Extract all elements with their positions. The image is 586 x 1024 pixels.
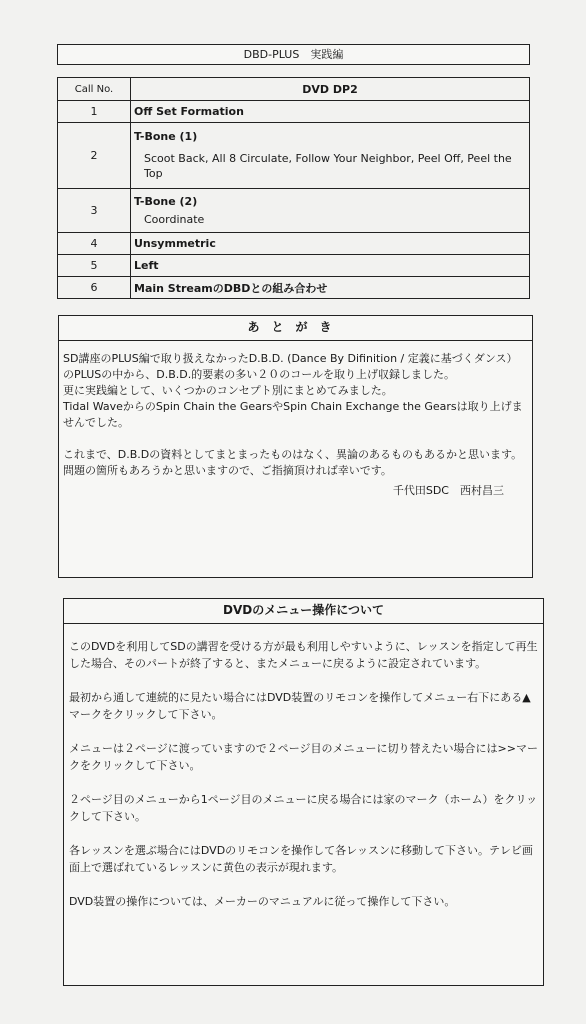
afterword-paragraph: Tidal WaveからのSpin Chain the GearsやSpin Chain Exchange the Gearsは取り上げませんでした。 [63, 400, 523, 429]
call-title: T-Bone (2) [134, 194, 198, 208]
menu-paragraph: 最初から通して連続的に見たい場合にはDVD装置のリモコンを操作してメニュー右下にある▲マークをクリックして下さい。 [69, 691, 531, 721]
call-number: 6 [58, 277, 131, 299]
call-number: 4 [58, 233, 131, 255]
menu-paragraph: DVD装置の操作については、メーカーのマニュアルに従って操作して下さい。 [69, 895, 456, 908]
menu-paragraph: このDVDを利用してSDの講習を受ける方が最も利用しやすいように、レッスンを指定して再生した場合、そのパートが終了すると、またメニューに戻るように設定されています。 [69, 640, 538, 670]
call-subcalls: Scoot Back, All 8 Circulate, Follow Your Neighbor, Peel Off, Peel the Top [144, 152, 512, 180]
menu-instructions-section [63, 598, 544, 986]
table-row [58, 189, 530, 233]
menu-paragraph: 各レッスンを選ぶ場合にはDVDのリモコンを操作して各レッスンに移動して下さい。テレビ画面上で選ばれているレッスンに黄色の表示が現れます。 [69, 844, 533, 874]
table-row [58, 123, 530, 189]
table-row [58, 277, 530, 299]
call-title: Left [134, 259, 159, 272]
table-row [58, 233, 530, 255]
afterword-section [58, 315, 533, 578]
call-subcalls: Coordinate [144, 212, 205, 226]
afterword-paragraph: SD講座のPLUS編で取り扱えなかったD.B.D. (Dance By Difinition / 定義に基づくダンス）のPLUSの中から、D.B.D.的要素の多い２０のコールを取り上げ収録しました。 [63, 352, 518, 381]
call-number: 5 [58, 255, 131, 277]
menu-paragraph: ２ページ目のメニューから1ページ目のメニューに戻る場合には家のマーク（ホーム）をクリックして下さい。 [69, 793, 538, 823]
document-title: DBD-PLUS 実践編 [57, 44, 530, 65]
call-title: T-Bone (1) [134, 130, 198, 143]
call-title: Off Set Formation [134, 105, 244, 118]
call-number: 2 [58, 123, 131, 189]
call-number: 1 [58, 101, 131, 123]
table-header-row [58, 78, 530, 101]
menu-paragraph: メニューは２ページに渡っていますので２ページ目のメニューに切り替えたい場合には>>マークをクリックして下さい。 [69, 742, 538, 772]
table-row [58, 255, 530, 277]
call-number: 3 [58, 189, 131, 233]
call-title: Main StreamのDBDとの組み合わせ [134, 281, 328, 295]
afterword-signature: 千代田SDC 西村昌三 [392, 484, 504, 497]
afterword-heading: あとがき [59, 316, 532, 341]
call-table [57, 77, 530, 299]
call-title: Unsymmetric [134, 237, 216, 250]
menu-heading: DVDのメニュー操作について [64, 599, 543, 624]
column-header-dvd: DVD DP2 [131, 78, 530, 101]
afterword-paragraph: 更に実践編として、いくつかのコンセプト別にまとめてみました。 [63, 384, 393, 397]
afterword-paragraph: これまで、D.B.Dの資料としてまとまったものはなく、異論のあるものもあるかと思います。問題の箇所もあろうかと思いますので、ご指摘頂ければ幸いです。 [63, 448, 523, 477]
column-header-call-no: Call No. [58, 78, 131, 101]
table-row [58, 101, 530, 123]
